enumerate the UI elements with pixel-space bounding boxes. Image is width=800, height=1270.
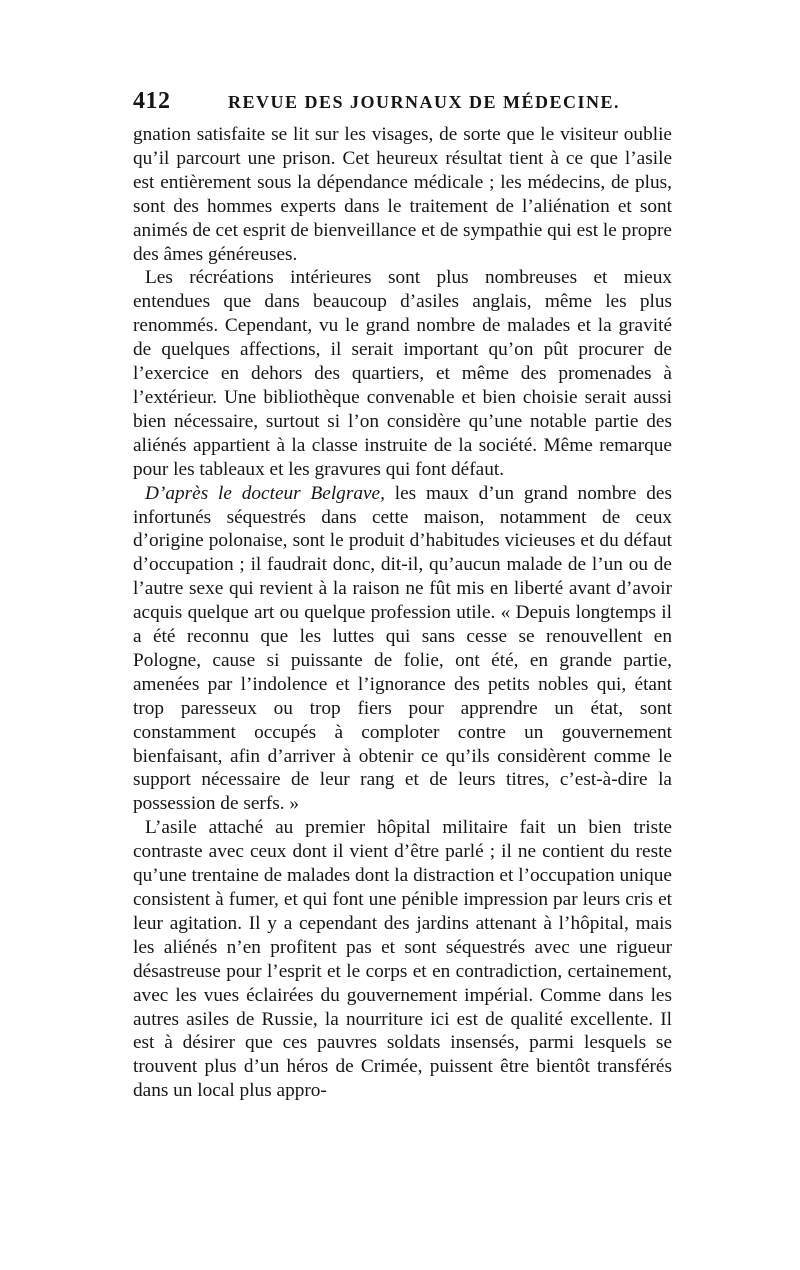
page-header bbox=[133, 86, 671, 120]
body-text bbox=[133, 123, 672, 1103]
paragraph-3 bbox=[133, 482, 672, 817]
paragraph-1: gnation satisfaite se lit sur les visages, de sorte que le visiteur oublie qu’il parcourt une prison. Cet heureux résultat tient à ce que l’asile est entièrement sous la dépendance médicale ; les médecins, de plus, sont des hommes experts dans le traitement de l’aliénation et sont animés de cet esprit de bienveillance et de sympathie qui est le propre des âmes généreuses. bbox=[133, 124, 672, 265]
paragraph-4: L’asile attaché au premier hôpital militaire fait un bien triste contraste avec ceux dont il vient d’être parlé ; il ne contient du reste qu’une trentaine de malades dont la distraction et l’occupation unique consistent à fumer, et qui font une pénible impression par leurs cris et leur agitation. Il y a cependant des jardins attenant à l’hôpital, mais les aliénés n’en profitent pas et sont séquestrés avec une rigueur désastreuse pour l’esprit et le corps et en contradiction, certainement, avec les vues éclairées du gouvernement impérial. Comme dans les autres asiles de Russie, la nourriture ici est de qualité excellente. Il est à désirer que ces pauvres soldats insensés, parmi lesquels se trouvent plus d’un héros de Crimée, puissent être bientôt transférés dans un local plus appro- bbox=[133, 817, 672, 1102]
page-number: 412 bbox=[133, 88, 171, 114]
running-title: REVUE DES JOURNAUX DE MÉDECINE. bbox=[228, 92, 621, 112]
paragraph-3-text: les maux d’un grand nombre des infortunés séquestrés dans cette maison, notamment de ceux d’origine polonaise, sont le produit d’habitudes vicieuses et du défaut d’occupation ; il faudrait donc, dit-il, qu’aucun malade de l’un ou de l’autre sexe qui revient à la raison ne fût mis en liberté avant d’avoir acquis quelque art ou quelque profession utile. « Depuis longtemps il a été reconnu que les luttes qui sans cesse se renouvellent en Pologne, cause si puissante de folie, ont été, en grande partie, amenées par l’indolence et l’ignorance des petits nobles qui, étant trop paresseux ou trop fiers pour apprendre un état, sont constamment occupés à comploter contre un gouvernement bienfaisant, afin d’arriver à obtenir ce qu’ils considèrent comme le support nécessaire de leur rang et de leurs titres, c’est-à-dire la possession de serfs. » bbox=[133, 482, 672, 815]
paragraph-2: Les récréations intérieures sont plus nombreuses et mieux entendues que dans beaucoup d’asiles anglais, même les plus renommés. Cependant, vu le grand nombre de malades et la gravité de quelques affections, il serait important qu’on pût procurer de l’exercice en dehors des quartiers, et même des promenades à l’extérieur. Une bibliothèque convenable et bien choisie serait aussi bien nécessaire, surtout si l’on considère qu’une notable partie des aliénés appartient à la classe instruite de la société. Même remarque pour les tableaux et les gravures qui font défaut. bbox=[133, 267, 672, 480]
paragraph-3-lead-italic: D’après le docteur Belgrave, bbox=[145, 482, 385, 504]
